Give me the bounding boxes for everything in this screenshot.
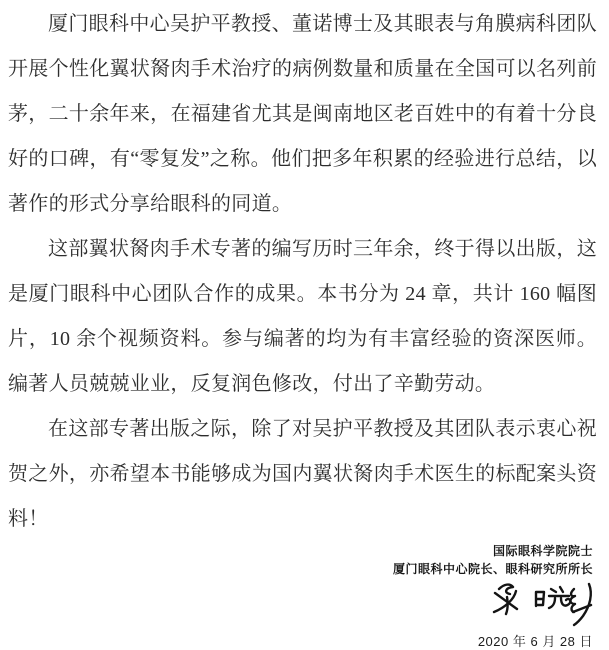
paragraph-2: 这部翼状胬肉手术专著的编写历时三年余，终于得以出版，这是厦门眼科中心团队合作的成果。本书分为 24 章，共计 160 幅图片，10 余个视频资料。参与编著的均为有丰富经验的资深医师。编著人员兢兢业业，反复润色修改，付出了辛勤劳动。	[8, 238, 597, 395]
signature-block	[8, 542, 597, 650]
handwritten-signature	[471, 579, 597, 629]
signer-title-academy: 国际眼科学院院士	[492, 544, 593, 558]
signer-title-director: 厦门眼科中心院长、眼科研究所所长	[392, 562, 593, 576]
signature-date: 2020 年 6 月 28 日	[477, 634, 593, 649]
signature-glyph-icon	[471, 579, 597, 629]
paragraph-1: 厦门眼科中心吴护平教授、董诺博士及其眼表与角膜病科团队开展个性化翼状胬肉手术治疗的病例数量和质量在全国可以名列前茅，二十余年来，在福建省尤其是闽南地区老百姓中的有着十分良好的口碑，有“零复发”之称。他们把多年积累的经验进行总结，以著作的形式分享给眼科的同道。	[8, 13, 597, 215]
paragraph-3: 在这部专著出版之际，除了对吴护平教授及其团队表示衷心祝贺之外，亦希望本书能够成为国内翼状胬肉手术医生的标配案头资料！	[8, 418, 597, 530]
